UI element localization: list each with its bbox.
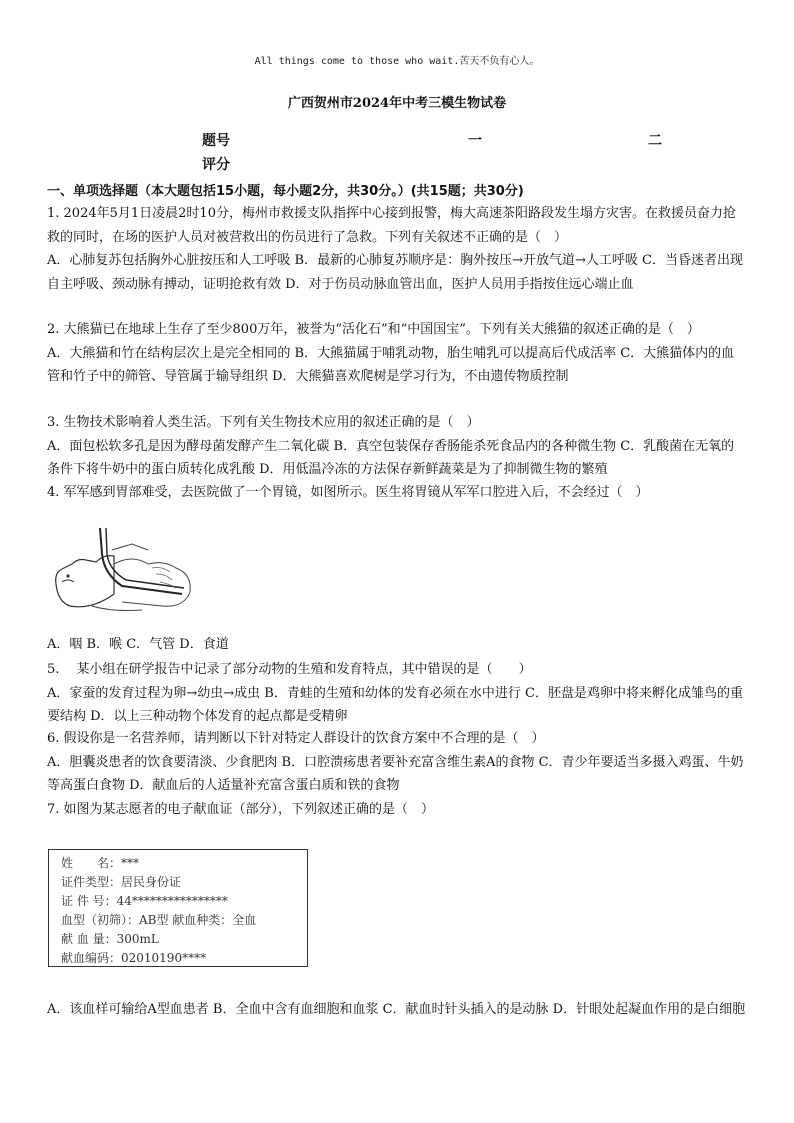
question-stem: 7. 如图为某志愿者的电子献血证（部分），下列叙述正确的是（ ）	[47, 802, 435, 817]
gastroscope-figure	[52, 524, 202, 614]
blood-donation-card	[48, 849, 308, 967]
card-id-number-line: 证 件 号：44****************	[61, 894, 228, 908]
question-5	[47, 658, 747, 729]
score-row-grade	[200, 154, 680, 178]
question-stem: 5. 某小组在研学报告中记录了部分动物的生殖和发育特点，其中错误的是（ ）	[47, 662, 532, 677]
question-options: A．家蚕的发育过程为卵→幼虫→成虫 B．青蛙的生殖和幼体的发育必须在水中进行 C．胚盘是鸡卵中将来孵化成雏鸟的重要结构 D．以上三种动物个体发育的起点都是受精卵	[47, 685, 743, 724]
question-7-options-block	[47, 998, 747, 1022]
score-row-header	[200, 130, 680, 154]
score-label-number: 题号	[202, 133, 230, 149]
question-options: A．面包松软多孔是因为酵母菌发酵产生二氧化碳 B．真空包装保存香肠能杀死食品内的各种微生物 C．乳酸菌在无氧的条件下将牛奶中的蛋白质转化成乳酸 D．用低温冷冻的方法保存新鲜蔬菜是为了抑制微生物的繁殖	[47, 438, 735, 477]
question-stem: 2. 大熊猫已在地球上生存了至少800万年，被誉为“活化石”和“中国国宝”。下列有关大熊猫的叙述正确的是（ ）	[47, 322, 700, 337]
question-6	[47, 727, 747, 798]
question-4-options-block	[47, 633, 747, 657]
score-col-1: 一	[468, 133, 482, 149]
question-stem: 1. 2024年5月1日凌晨2时10分，梅州市救援支队指挥中心接到报警，梅大高速茶阳路段发生塌方灾害。在救援员奋力抢救的同时，在场的医护人员对被营救出的伤员进行了急救。下列有关叙述不正确的是（ ）	[47, 206, 736, 245]
question-2	[47, 318, 747, 389]
card-id-type-line: 证件类型：居民身份证	[61, 875, 182, 889]
question-options: A．大熊猫和竹在结构层次上是完全相同的 B．大熊猫属于哺乳动物，胎生哺乳可以提高后代成活率 C．大熊猫体内的血管和竹子中的筛管、导管属于输导组织 D．大熊猫喜欢爬树是学习行为，不由遗传物质控制	[47, 345, 735, 384]
score-label-grade: 评分	[202, 157, 230, 173]
question-options: A．胆囊炎患者的饮食要清淡、少食肥肉 B．口腔溃疡患者要补充富含维生素A的食物 C．青少年要适当多摄入鸡蛋、牛奶等高蛋白食物 D．献血后的人适量补充富含蛋白质和铁的食物	[47, 754, 744, 793]
question-options: A．该血样可输给A型血患者 B．全血中含有血细胞和血浆 C．献血时针头插入的是动脉 D．针眼处起凝血作用的是白细胞	[47, 1002, 746, 1017]
question-stem: 3. 生物技术影响着人类生活。下列有关生物技术应用的叙述正确的是（ ）	[47, 415, 480, 430]
section-heading: 一、单项选择题（本大题包括15小题，每小题2分，共30分。）(共15题；共30分)	[47, 184, 524, 199]
question-4-stem-block	[47, 481, 747, 505]
document-title: 广西贺州市2024年中考三模生物试卷	[287, 96, 507, 111]
header-motto: All things come to those who wait.苦天不负有心人。	[254, 56, 540, 67]
card-name-line: 姓 名：***	[61, 856, 140, 870]
question-stem: 4. 军军感到胃部难受，去医院做了一个胃镜，如图所示。医生将胃镜从军军口腔进入后，不会经过（ ）	[47, 485, 649, 500]
question-1	[47, 202, 747, 296]
score-col-2: 二	[648, 133, 662, 149]
score-table	[200, 130, 680, 178]
card-blood-type-line: 血型（初筛）：AB型 献血种类：全血	[61, 913, 257, 927]
card-volume-line: 献 血 量：300mL	[61, 932, 159, 946]
question-stem: 6. 假设你是一名营养师，请判断以下针对特定人群设计的饮食方案中不合理的是（ ）	[47, 731, 545, 746]
question-options: A．心肺复苏包括胸外心脏按压和人工呼吸 B．最新的心肺复苏顺序是：胸外按压→开放气道→人工呼吸 C．当昏迷者出现自主呼吸、颈动脉有搏动，证明抢救有效 D．对于伤员动脉血管出血，医护人员用手指按住远心端止血	[47, 253, 743, 292]
card-code-line: 献血编码：02010190****	[61, 951, 207, 965]
question-7-stem-block	[47, 798, 747, 822]
question-3	[47, 411, 747, 482]
question-options: A．咽 B．喉 C．气管 D．食道	[47, 637, 229, 652]
